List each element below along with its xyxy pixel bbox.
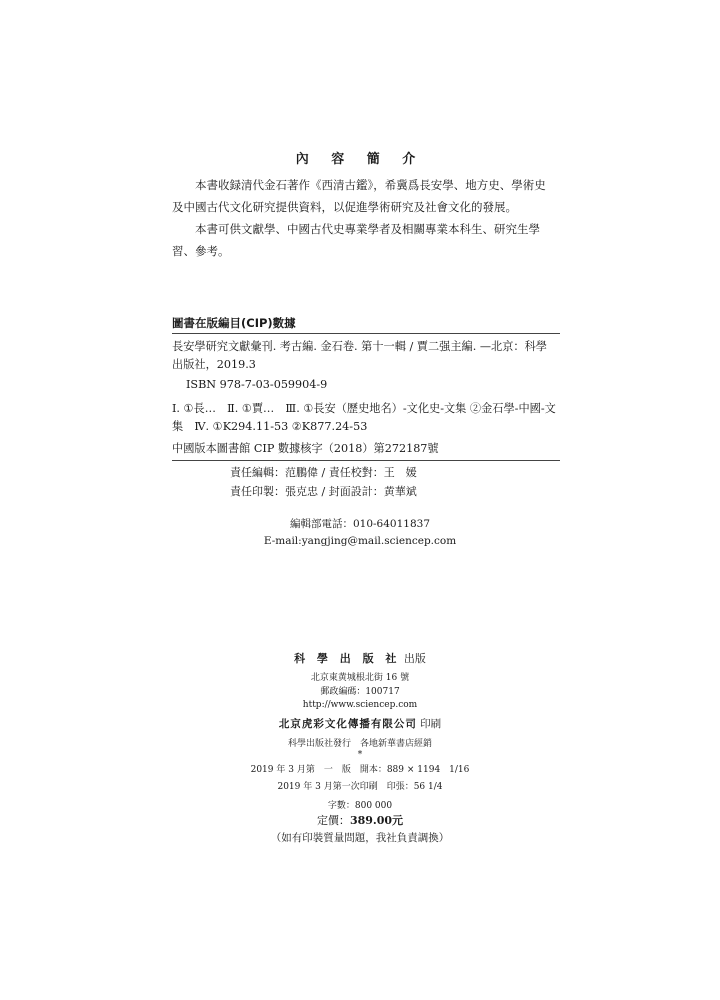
summary-title: 內 容 簡 介 [295, 152, 425, 167]
distribution-line: 科學出版社發行 各地新華書店經銷 [287, 739, 432, 749]
cip-record: 中國版本圖書館 CIP 數據核字（2018）第272187號 [172, 442, 439, 455]
separator-asterisk: * [357, 750, 363, 760]
price-line [0, 812, 720, 828]
editorial-email: E-mail:yangjing@mail.sciencep.com [263, 535, 457, 547]
credit-production-design: 責任印製：張克忠 / 封面設計：黄華斌 [230, 485, 417, 498]
word-count: 字數：800 000 [327, 801, 393, 811]
printer-name: 北京虎彩文化傳播有限公司 [278, 718, 417, 730]
publisher-website: http://www.sciencep.com [302, 700, 418, 710]
cip-classification: Ⅰ. ①長… Ⅱ. ①賈… Ⅲ. ①長安（歷史地名）-文化史-文集 ②金石學-中國-文集 Ⅳ. ①K294.11-53 ②K877.24-53 [172, 402, 556, 433]
cip-entry: 長安學研究文獻彙刊. 考古編. 金石卷. 第十一輯 / 賈二强主編. —北京：科學出版社，2019.3 [172, 340, 547, 371]
quality-notice: （如有印裝質量問題，我社負責調換） [270, 832, 450, 844]
printer-line [0, 716, 720, 731]
price-value: 389.00元 [349, 814, 404, 827]
publisher-address: 北京東黄城根北街 16 號 [310, 673, 410, 683]
price-label: 定價： [316, 814, 350, 827]
publisher-suffix: 出版 [403, 652, 426, 665]
edition-line: 2019 年 3 月第 一 版 開本：889 × 1194 1/16 [250, 765, 470, 775]
publisher-name: 科 學 出 版 社 [294, 652, 401, 665]
publisher-postcode: 郵政編碼：100717 [320, 687, 400, 697]
printing-line: 2019 年 3 月第一次印刷 印張：56 1/4 [277, 782, 443, 792]
summary-paragraph-2: 本書可供文獻學、中國古代史專業學者及相關專業本科生、研究生學習、參考。 [172, 222, 540, 258]
summary-paragraph-1: 本書收録清代金石著作《西清古鑑》，希冀爲長安學、地方史、學術史及中國古代文化研究提供資料，以促進學術研究及社會文化的發展。 [172, 178, 546, 214]
cip-bottom-rule [172, 460, 560, 461]
editorial-phone: 編輯部電話：010-64011837 [289, 518, 431, 530]
cip-top-rule [172, 333, 560, 334]
credit-editor-proofreader: 責任編輯：范鵬偉 / 責任校對：王 媛 [230, 466, 417, 479]
publisher-line [0, 650, 720, 666]
cip-heading: 圖書在版編目(CIP)數據 [172, 316, 296, 330]
cip-isbn: ISBN 978-7-03-059904-9 [186, 378, 328, 391]
printer-suffix: 印刷 [420, 718, 442, 730]
